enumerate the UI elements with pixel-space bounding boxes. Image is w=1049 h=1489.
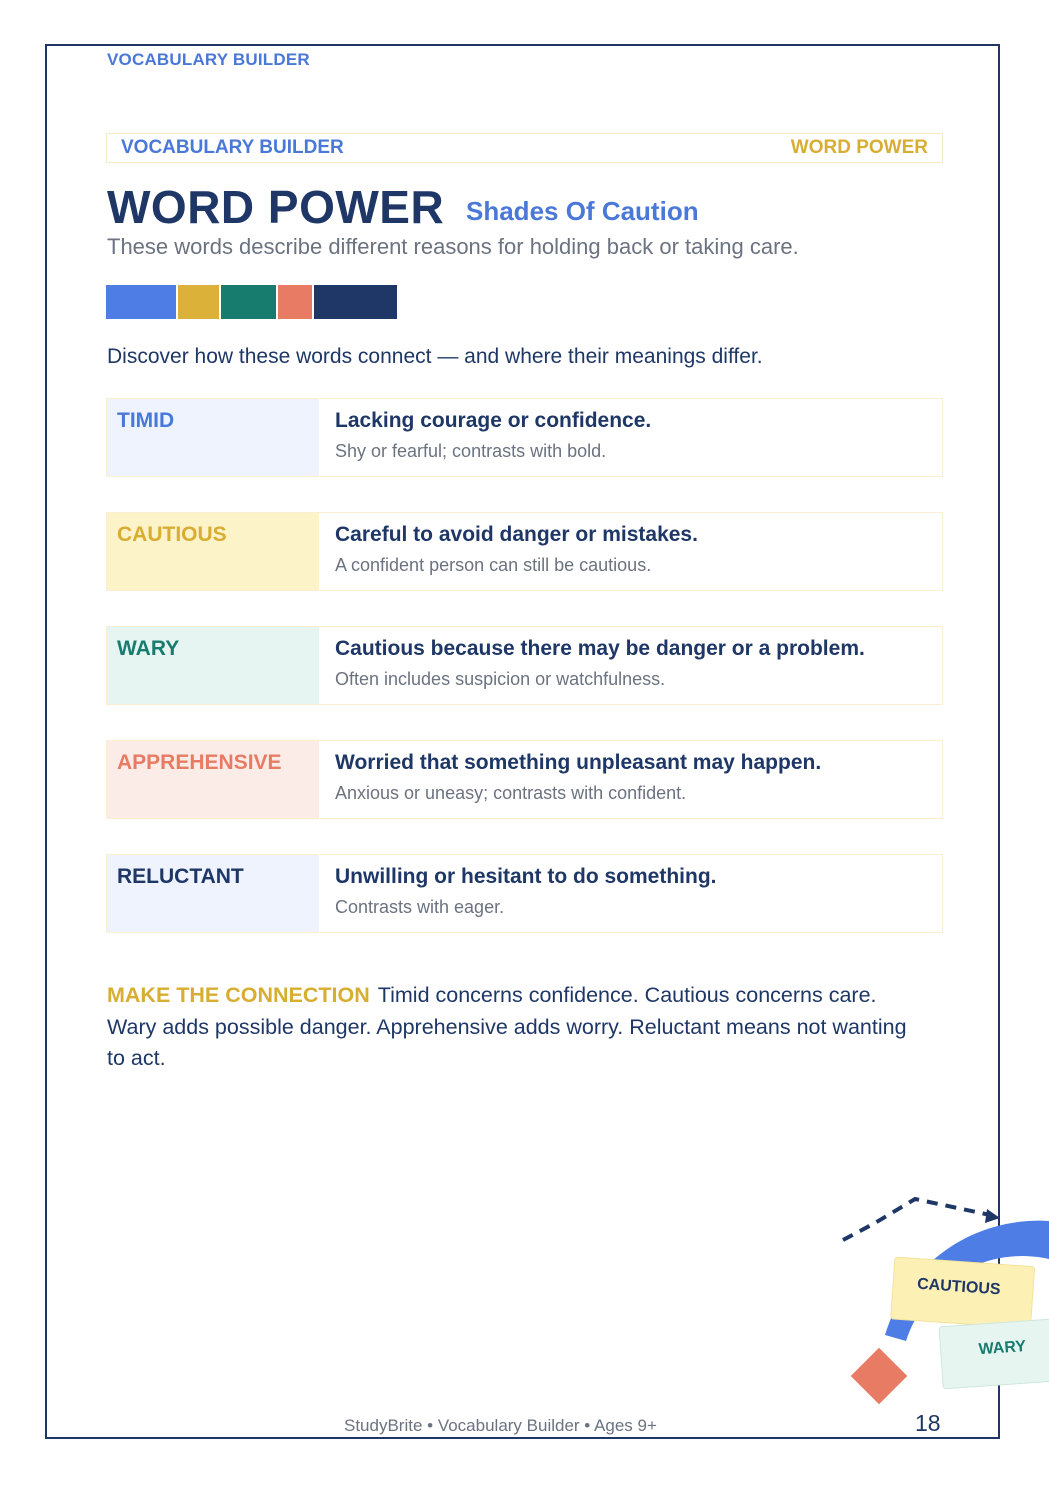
word-card-reluctant (106, 854, 943, 933)
connection-text: Timid concerns confidence. Cautious concerns care. Wary adds possible danger. Apprehensive adds worry. Reluctant means not wanting to act. (107, 983, 907, 1070)
word-body (319, 627, 865, 704)
card-wary (939, 1319, 1049, 1389)
card-wary-label: WARY (978, 1338, 1027, 1359)
word-term: RELUCTANT (107, 855, 319, 932)
coral-diamond-shape (851, 1348, 908, 1405)
swatch-navy (314, 285, 397, 319)
word-term: TIMID (107, 399, 319, 476)
swatch-gold (178, 285, 219, 319)
word-card-timid (106, 398, 943, 477)
connection-note (107, 980, 927, 1075)
word-definition: Unwilling or hesitant to do something. (335, 865, 717, 888)
header-band-right: WORD POWER (790, 137, 928, 158)
word-definition: Cautious because there may be danger or a problem. (335, 637, 865, 660)
word-body (319, 855, 717, 932)
connection-label: MAKE THE CONNECTION (107, 983, 370, 1007)
word-definition: Careful to avoid danger or mistakes. (335, 523, 698, 546)
color-swatch-strip (106, 285, 397, 319)
footer-text: StudyBrite • Vocabulary Builder • Ages 9+ (344, 1416, 657, 1435)
page-description: These words describe different reasons for holding back or taking care. (107, 234, 799, 259)
swatch-blue (106, 285, 176, 319)
word-term: WARY (107, 627, 319, 704)
word-definition: Worried that something unpleasant may happen. (335, 751, 822, 774)
word-definition: Lacking courage or confidence. (335, 409, 652, 432)
word-body (319, 741, 821, 818)
page-number: 18 (915, 1410, 941, 1436)
running-head: VOCABULARY BUILDER (107, 50, 310, 69)
header-band (106, 133, 943, 163)
word-card-wary (106, 626, 943, 705)
word-note: Contrasts with eager. (335, 897, 505, 917)
word-term: APPREHENSIVE (107, 741, 319, 818)
card-cautious (891, 1257, 1035, 1329)
swatch-coral (278, 285, 312, 319)
page-title: WORD POWER (107, 181, 445, 233)
dashed-arrow-path (843, 1199, 995, 1240)
word-note: A confident person can still be cautious. (335, 555, 652, 575)
decorative-illustration (830, 1185, 1049, 1415)
word-body (319, 513, 698, 590)
word-note: Often includes suspicion or watchfulness. (335, 669, 666, 689)
header-band-left: VOCABULARY BUILDER (121, 137, 344, 158)
word-card-cautious (106, 512, 943, 591)
word-term: CAUTIOUS (107, 513, 319, 590)
arrow-head-icon (985, 1209, 1000, 1223)
word-card-apprehensive (106, 740, 943, 819)
swatch-teal (221, 285, 276, 319)
page-subtitle: Shades Of Caution (466, 196, 699, 226)
word-note: Anxious or uneasy; contrasts with confident. (335, 783, 687, 803)
word-body (319, 399, 651, 476)
word-note: Shy or fearful; contrasts with bold. (335, 441, 607, 461)
intro-text: Discover how these words connect — and where their meanings differ. (107, 345, 763, 368)
card-cautious-label: CAUTIOUS (916, 1275, 1002, 1299)
